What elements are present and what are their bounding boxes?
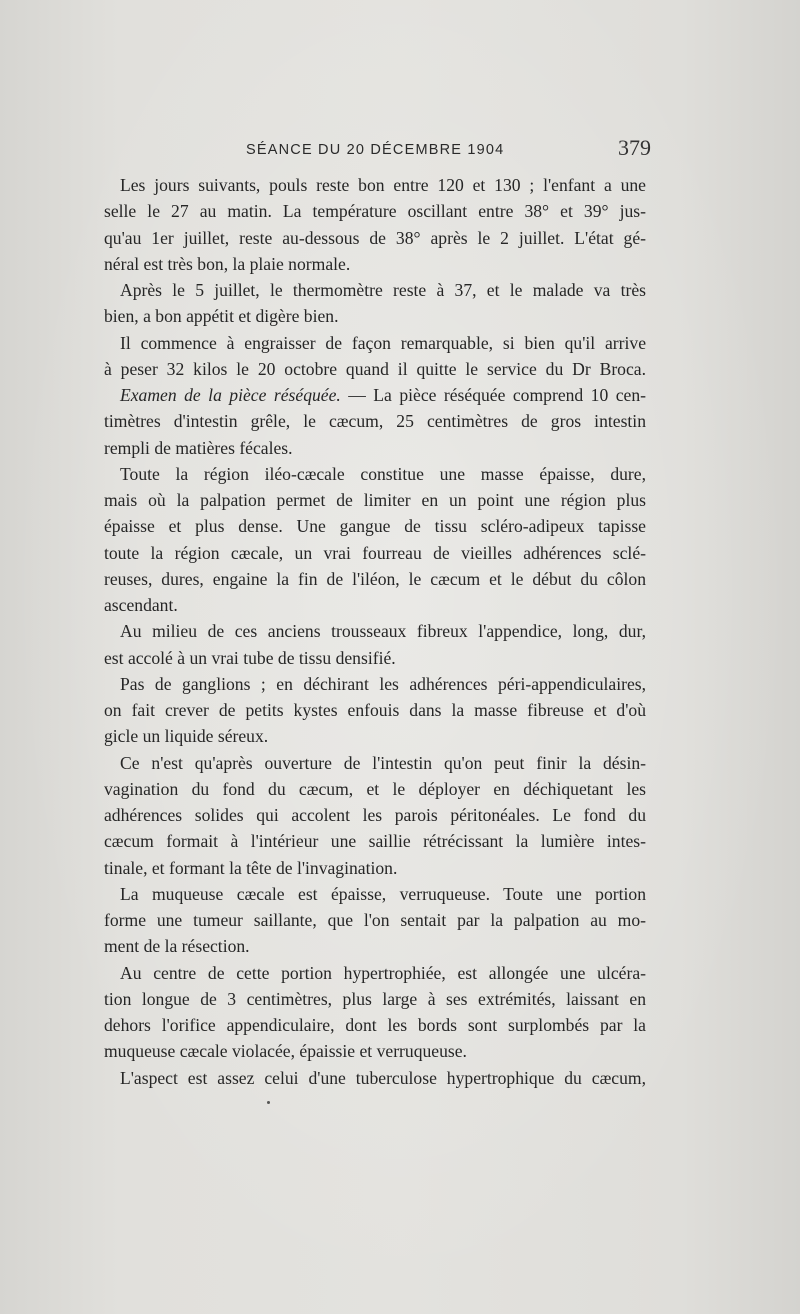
text-line: néral est très bon, la plaie normale. — [104, 253, 351, 274]
text-line: ascendant. — [104, 595, 178, 615]
text-line: tion longue de 3 centimètres, plus large à ses extrémités, laissant en — [104, 988, 646, 1009]
text-line: Examen de la pièce réséquée. — La pièce réséquée comprend 10 cen- — [120, 385, 646, 405]
text-line: gicle un liquide séreux. — [104, 726, 269, 747]
text-line: dehors l'orifice appendiculaire, dont les bords sont surplombés par la — [104, 1015, 646, 1035]
text-line: on fait crever de petits kystes enfouis dans la masse fibreuse et d'où — [104, 700, 646, 720]
text-line: reuses, dures, engaine la fin de l'iléon, le cæcum et le début du côlon — [104, 568, 646, 589]
text-line: Pas de ganglions ; en déchirant les adhérences péri-appendiculaires, — [120, 673, 646, 694]
running-title: SÉANCE DU 20 DÉCEMBRE 1904 — [246, 142, 505, 158]
text-line: Au centre de cette portion hypertrophiée, est allongée une ulcéra- — [120, 962, 646, 983]
text-line: bien, a bon appétit et digère bien. — [104, 306, 339, 327]
text-line: tinale, et formant la tête de l'invagination. — [104, 857, 398, 878]
text-line: timètres d'intestin grêle, le cæcum, 25 centimètres de gros intestin — [104, 411, 646, 432]
text-line: Après le 5 juillet, le thermomètre reste à 37, et le malade va très — [120, 280, 646, 300]
text-line: cæcum formait à l'intérieur une saillie rétrécissant la lumière intes- — [104, 831, 646, 852]
text-line: forme une tumeur saillante, que l'on sentait par la palpation au mo- — [104, 910, 646, 930]
text-line: est accolé à un vrai tube de tissu densifié. — [104, 647, 396, 668]
text-line: rempli de matières fécales. — [104, 437, 293, 458]
page-number: 379 — [618, 135, 651, 160]
section-heading: Examen de la pièce réséquée. — [120, 385, 341, 405]
text-line: Au milieu de ces anciens trousseaux fibreux l'appendice, long, dur, — [120, 621, 646, 642]
text-line: La muqueuse cæcale est épaisse, verruqueuse. Toute une portion — [120, 883, 646, 904]
body-text — [104, 172, 646, 1091]
text-line: selle le 27 au matin. La température oscillant entre 38° et 39° jus- — [104, 201, 646, 222]
text-line: Ce n'est qu'après ouverture de l'intestin qu'on peut finir la désin- — [120, 752, 646, 773]
text-line: vagination du fond du cæcum, et le déployer en déchiquetant les — [104, 778, 646, 799]
text-line: qu'au 1er juillet, reste au-dessous de 38° après le 2 juillet. L'état gé- — [104, 227, 646, 248]
ink-speck — [267, 1101, 270, 1104]
text-line: à peser 32 kilos le 20 octobre quand il quitte le service du Dr Broca. — [104, 358, 646, 379]
text-line: Les jours suivants, pouls reste bon entre 120 et 130 ; l'enfant a une — [120, 175, 646, 195]
text-line: adhérences solides qui accolent les parois péritonéales. Le fond du — [104, 805, 646, 825]
text-line: muqueuse cæcale violacée, épaissie et verruqueuse. — [104, 1041, 467, 1062]
text-line: L'aspect est assez celui d'une tuberculose hypertrophique du cæcum, — [120, 1067, 646, 1088]
text-line: Il commence à engraisser de façon remarquable, si bien qu'il arrive — [120, 332, 646, 353]
text-line: épaisse et plus dense. Une gangue de tissu scléro-adipeux tapisse — [104, 516, 646, 537]
text-line: mais où la palpation permet de limiter en un point une région plus — [104, 490, 646, 510]
text-line: toute la région cæcale, un vrai fourreau de vieilles adhérences sclé- — [104, 542, 646, 563]
text-line: ment de la résection. — [104, 936, 250, 957]
text-line: Toute la région iléo-cæcale constitue une masse épaisse, dure, — [120, 463, 646, 484]
